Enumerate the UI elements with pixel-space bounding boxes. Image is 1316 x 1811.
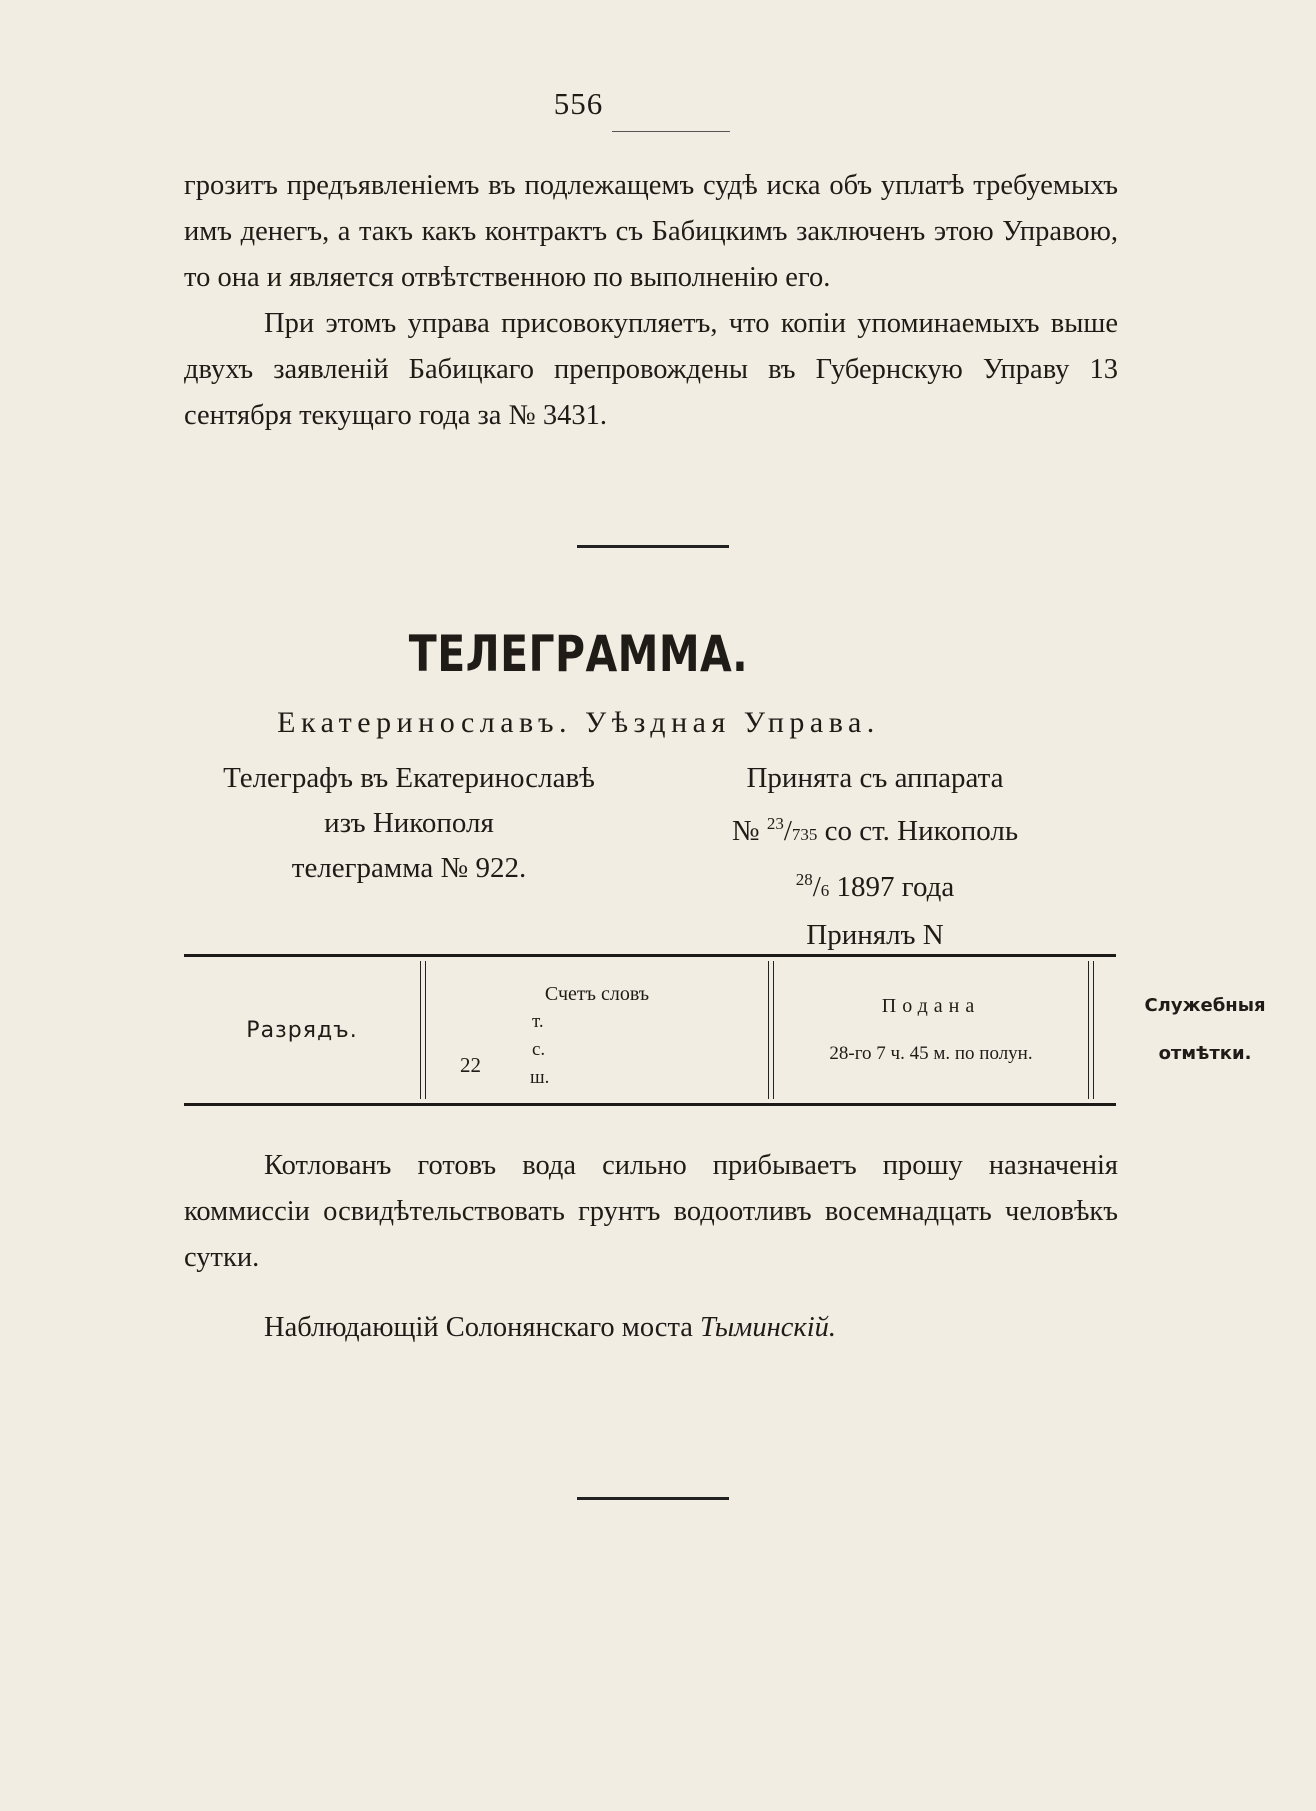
telegram-message: Котлованъ готовъ вода сильно прибываетъ прошу назначенія коммиссіи освидѣтельствовать грунтъ водоотливъ восемнадцать человѣкъ сутки. [184, 1150, 1118, 1273]
telegram-body [184, 1143, 1118, 1351]
intro-paragraph-2: При этомъ управа присовокупляетъ, что копіи упоминаемыхъ выше двухъ заявленій Бабицкаго препровождены въ Губернскую Управу 13 сентября текущаго года за № 3431. [184, 308, 1118, 431]
word-count-header: Счетъ словъ [544, 983, 650, 1005]
service-notes-line-2: отмѣтки. [1158, 1043, 1252, 1064]
receipt-line-2: № $^{23}$/735 со ст. Никополь [731, 814, 1019, 847]
telegram-title: ТЕЛЕГРАММА. [408, 625, 749, 683]
receipt-date-den: 6 [820, 881, 830, 900]
table-submitted-cell [774, 957, 1088, 1103]
table-service-notes-cell [1094, 957, 1316, 1103]
receipt-line-3: $^{28}$/6 1897 года [795, 870, 955, 903]
receipt-line-1: Принята съ аппарата [746, 762, 1004, 794]
word-count-sh: ш. [530, 1067, 550, 1088]
page-number-rule [612, 131, 730, 132]
receipt-number-sign: № [731, 815, 760, 847]
signature-name: Тыминскій. [700, 1312, 837, 1343]
submitted-value: 28-го 7 ч. 45 м. по полун. [829, 1043, 1033, 1064]
word-count-value: 22 [460, 1053, 481, 1077]
table-word-count-cell [426, 957, 768, 1103]
receipt-fraction-num: 23 [766, 814, 784, 833]
word-count-t: т. [532, 1011, 544, 1032]
telegram-table [184, 954, 1266, 1106]
telegram-place: Екатеринославъ. Уѣздная Управа. [277, 706, 880, 739]
intro-text [184, 163, 1118, 439]
submitted-header: Подана [881, 995, 981, 1017]
word-count-s: с. [532, 1039, 546, 1060]
signature-prefix: Наблюдающій Солонянскаго моста [264, 1312, 693, 1343]
receipt-station: со ст. Никополь [824, 815, 1019, 847]
page-number: 556 [553, 86, 604, 121]
telegram-signature [184, 1305, 1118, 1351]
receipt-line-4: Принялъ N [806, 919, 944, 951]
receipt-year: 1897 года [836, 871, 955, 903]
section-divider-top [577, 545, 729, 548]
origin-line-1: Телеграфъ въ Екатеринославѣ [223, 762, 595, 794]
telegram-origin [184, 756, 634, 891]
section-divider-bottom [577, 1497, 729, 1500]
intro-paragraph-1: грозитъ предъявленіемъ въ подлежащемъ судѣ иска объ уплатѣ требуемыхъ имъ денегъ, а такъ какъ контрактъ съ Бабицкимъ заключенъ этою Управою, то она и является отвѣтственною по выполненію его. [184, 170, 1118, 293]
table-category-label: Разрядъ. [246, 1017, 358, 1043]
origin-line-3: телеграмма № 922. [291, 852, 527, 884]
telegram-receipt [640, 756, 1110, 958]
receipt-fraction-den: 735 [791, 825, 818, 844]
service-notes-line-1: Служебныя [1144, 995, 1266, 1016]
table-category-cell [184, 957, 420, 1103]
origin-line-2: изъ Никополя [324, 807, 494, 839]
receipt-date-num: 28 [795, 870, 813, 889]
